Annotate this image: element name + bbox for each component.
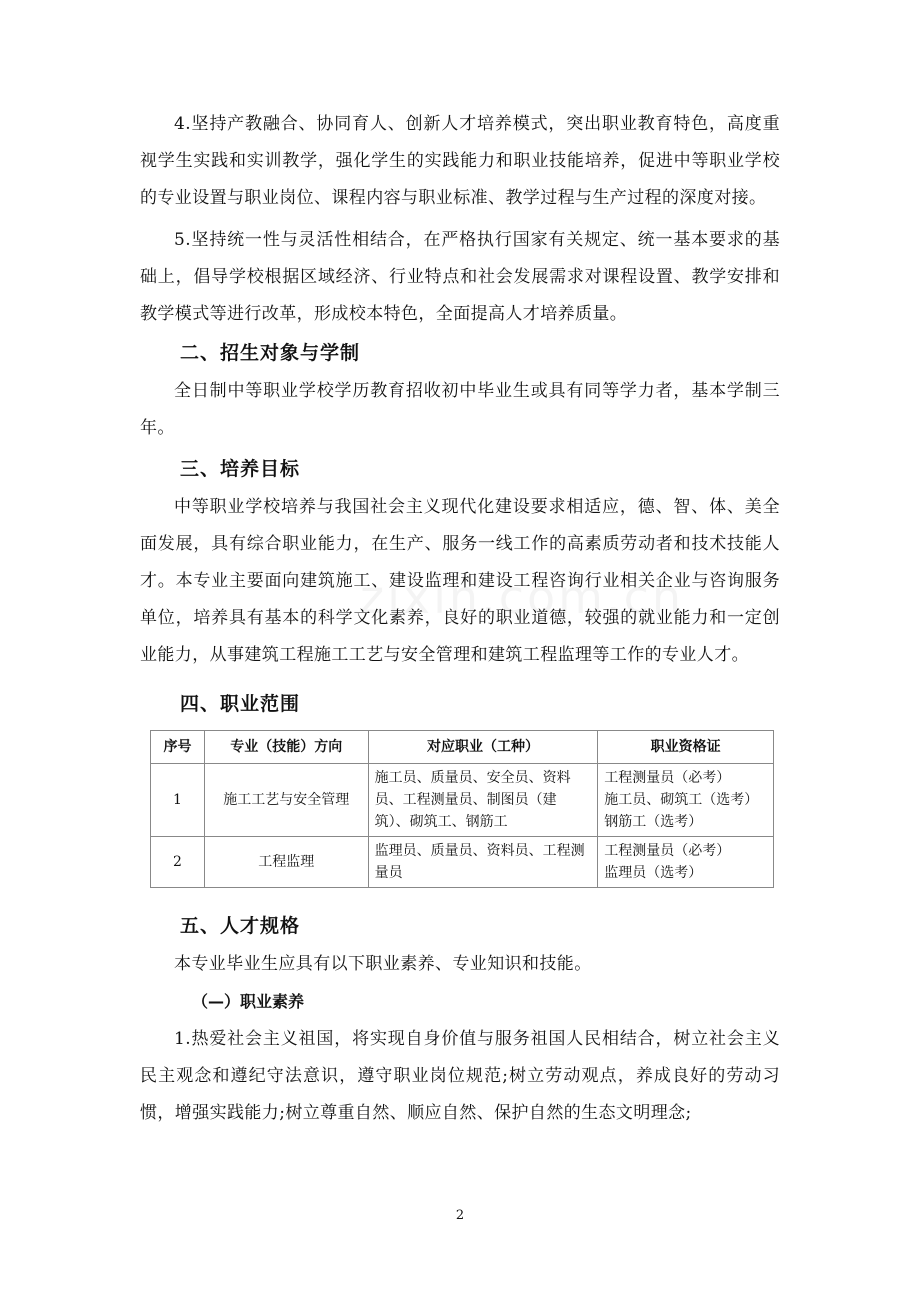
row-jobs: 施工员、质量员、安全员、资料员、工程测量员、制图员（建筑）、砌筑工、钢筋工 [368,764,598,837]
header-no: 序号 [151,731,205,764]
table-row [151,764,774,837]
cert-item: 钢筋工（选考） [604,814,703,830]
row-certs [598,764,774,837]
cert-item: 工程测量员（必考） [604,843,731,859]
cert-item: 工程测量员（必考） [604,770,731,786]
section-2-heading: 二、招生对象与学制 [180,342,361,364]
row-certs [598,837,774,888]
section-3-text: 中等职业学校培养与我国社会主义现代化建设要求相适应，德、智、体、美全面发展，具有综合职业能力，在生产、服务一线工作的高素质劳动者和技术技能人才。本专业主要面向建筑施工、建设监理和建设工程咨询行业相关企业与咨询服务单位，培养具有基本的科学文化素养，良好的职业道德，较强的就业能力和一定创业能力，从事建筑工程施工工艺与安全管理和建筑工程监理等工作的专业人才。 [140,497,780,665]
career-scope-table [150,730,774,888]
table-header-row [151,731,774,764]
header-certs: 职业资格证 [598,731,774,764]
section-5-heading: 五、人才规格 [180,915,301,937]
row-direction: 施工工艺与安全管理 [204,764,368,837]
section-4-heading: 四、职业范围 [180,693,301,715]
header-direction: 专业（技能）方向 [204,731,368,764]
principle-5-paragraph: 5.坚持统一性与灵活性相结合，在严格执行国家有关规定、统一基本要求的基础上，倡导学校根据区域经济、行业特点和社会发展需求对课程设置、教学安排和教学模式等进行改革，形成校本特色，全面提高人才培养质量。 [140,230,780,324]
page-content [140,106,780,1132]
quality-item-1: 1.热爱社会主义祖国，将实现自身价值与服务祖国人民相结合，树立社会主义民主观念和遵纪守法意识，遵守职业岗位规范;树立劳动观点，养成良好的劳动习惯，增强实践能力;树立尊重自然、顺应自然、保护自然的生态文明理念; [140,1029,780,1123]
cert-item: 施工员、砌筑工（选考） [604,792,759,808]
table-row [151,837,774,888]
row-no: 2 [151,837,205,888]
section-2-text: 全日制中等职业学校学历教育招收初中毕业生或具有同等学力者，基本学制三年。 [140,381,780,438]
header-jobs: 对应职业（工种） [368,731,598,764]
section-3-heading: 三、培养目标 [180,458,301,480]
row-direction: 工程监理 [204,837,368,888]
principle-4-paragraph: 4.坚持产教融合、协同育人、创新人才培养模式，突出职业教育特色，高度重视学生实践和实训教学，强化学生的实践能力和职业技能培养，促进中等职业学校的专业设置与职业岗位、课程内容与职业标准、教学过程与生产过程的深度对接。 [140,114,780,208]
row-jobs: 监理员、质量员、资料员、工程测量员 [368,837,598,888]
page-number: 2 [455,1208,465,1223]
subsection-professional-quality: （—）职业素养 [192,992,305,1011]
cert-item: 监理员（选考） [604,865,703,881]
row-no: 1 [151,764,205,837]
section-5-intro: 本专业毕业生应具有以下职业素养、专业知识和技能。 [174,954,592,974]
